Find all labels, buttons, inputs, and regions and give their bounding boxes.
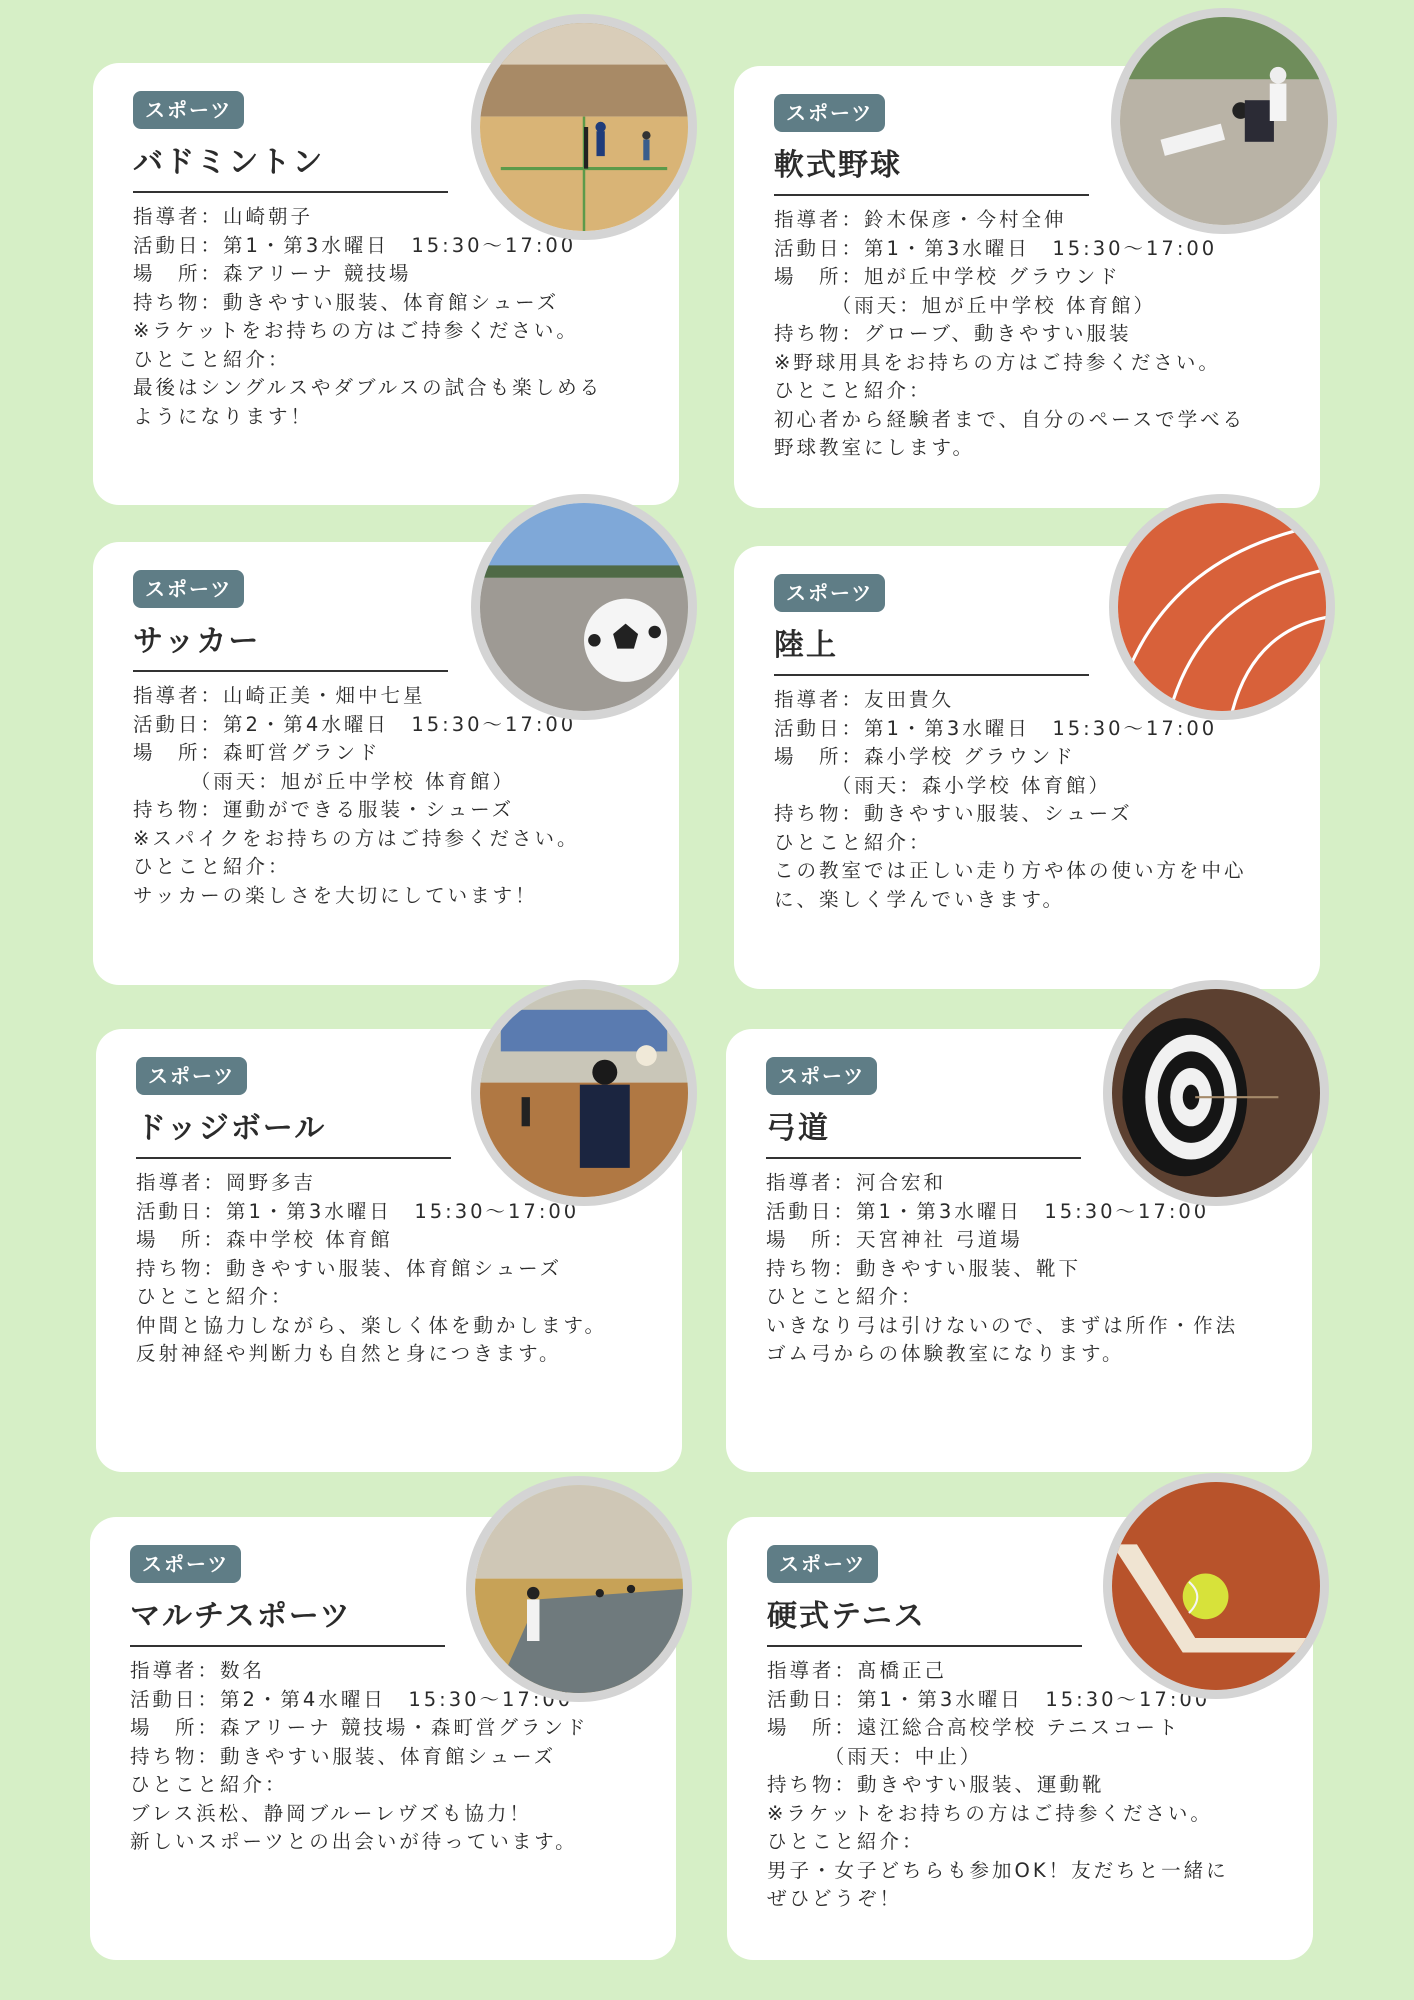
category-badge: スポーツ [774, 574, 885, 612]
badminton-gym-photo [471, 14, 697, 240]
intro-heading: ひとこと紹介： [774, 830, 932, 854]
intro-heading: ひとこと紹介： [767, 1830, 925, 1853]
card-title: 陸上 [774, 626, 1089, 676]
location: 場 所：天宮神社 弓道場 [766, 1228, 1023, 1251]
instructor: 指導者：友田貴久 [774, 688, 955, 711]
soccer-ball-photo [471, 494, 697, 720]
intro-text: ぜひどうぞ！ [767, 1887, 903, 1910]
intro-heading: ひとこと紹介： [133, 855, 291, 878]
location: 場 所：旭が丘中学校 グラウンド [774, 265, 1121, 288]
category-badge: スポーツ [766, 1057, 877, 1095]
intro-text: 新しいスポーツとの出会いが待っています。 [130, 1830, 578, 1853]
belongings: 持ち物：グローブ、動きやすい服装 [774, 322, 1132, 345]
intro-text: この教室では正しい走り方や体の使い方を中心 [774, 859, 1247, 882]
dodgeball-gym-photo [471, 980, 697, 1206]
intro-heading: ひとこと紹介： [766, 1285, 924, 1308]
belongings: 持ち物：動きやすい服装、体育館シューズ [136, 1256, 563, 1280]
intro-text: 仲間と協力しながら、楽しく体を動かします。 [136, 1313, 607, 1337]
intro-text: サッカーの楽しさを大切にしています！ [133, 883, 538, 907]
intro-text: 男子・女子どちらも参加OK！友だちと一緒に [767, 1858, 1229, 1882]
location: 場 所：森アリーナ 競技場 [133, 262, 412, 285]
category-badge: スポーツ [767, 1545, 878, 1583]
intro-text: に、楽しく学んでいきます。 [774, 887, 1065, 911]
activity-day: 活動日：第1・第3水曜日 15:30～17:00 [766, 1199, 1210, 1223]
card-title: サッカー [133, 622, 448, 672]
intro-text: いきなり弓は引けないので、まずは所作・作法 [766, 1313, 1239, 1337]
location: 場 所：遠江総合高校学校 テニスコート [767, 1716, 1181, 1739]
card-title: 軟式野球 [774, 146, 1089, 196]
running-track-photo [1109, 494, 1335, 720]
intro-text: ゴム弓からの体験教室になります。 [766, 1342, 1125, 1365]
belongings: 持ち物：動きやすい服装、運動靴 [767, 1773, 1105, 1796]
rain-location: （雨天：旭が丘中学校 体育館） [133, 769, 515, 793]
archery-target-photo [1103, 980, 1329, 1206]
belongings: 持ち物：運動ができる服装・シューズ [133, 798, 515, 821]
intro-text: 野球教室にします。 [774, 436, 975, 459]
instructor: 指導者：山崎正美・畑中七星 [133, 684, 426, 707]
instructor: 指導者：鈴木保彦・今村全伸 [774, 208, 1067, 231]
activity-day: 活動日：第1・第3水曜日 15:30～17:00 [767, 1687, 1211, 1711]
multisport-gym-photo [466, 1476, 692, 1702]
intro-heading: ひとこと紹介： [133, 347, 291, 371]
location: 場 所：森町営グランド [133, 741, 381, 764]
belongings: 持ち物：動きやすい服装、体育館シューズ [130, 1744, 557, 1768]
rain-location: （雨天：森小学校 体育館） [774, 773, 1111, 797]
note: ※ラケットをお持ちの方はご持参ください。 [767, 1801, 1213, 1825]
instructor: 指導者：山崎朝子 [133, 205, 314, 228]
intro-heading: ひとこと紹介： [774, 379, 932, 402]
category-badge: スポーツ [133, 91, 244, 129]
note: ※スパイクをお持ちの方はご持参ください。 [133, 826, 580, 850]
card-title: 弓道 [766, 1109, 1081, 1159]
belongings: 持ち物：動きやすい服装、靴下 [766, 1256, 1082, 1280]
activity-day: 活動日：第1・第3水曜日 15:30～17:00 [136, 1199, 580, 1223]
location: 場 所：森アリーナ 競技場・森町営グランド [130, 1716, 589, 1739]
activity-day: 活動日：第1・第3水曜日 15:30～17:00 [774, 716, 1218, 740]
intro-heading: ひとこと紹介： [130, 1773, 288, 1796]
activity-day: 活動日：第1・第3水曜日 15:30～17:00 [133, 233, 577, 257]
activity-day: 活動日：第1・第3水曜日 15:30～17:00 [774, 236, 1218, 260]
activity-day: 活動日：第2・第4水曜日 15:30～17:00 [130, 1687, 574, 1711]
baseball-slide-photo [1111, 8, 1337, 234]
card-title: バドミントン [133, 143, 448, 193]
card-title: 硬式テニス [767, 1597, 1082, 1647]
intro-text: ブレス浜松、静岡ブルーレヴズも協力！ [130, 1801, 532, 1825]
intro-heading: ひとこと紹介： [136, 1285, 294, 1308]
intro-text: 初心者から経験者まで、自分のペースで学べる [774, 407, 1246, 431]
belongings: 持ち物：動きやすい服装、シューズ [774, 802, 1133, 825]
note: ※野球用具をお持ちの方はご持参ください。 [774, 350, 1221, 374]
instructor: 指導者：岡野多吉 [136, 1171, 317, 1194]
instructor: 指導者：河合宏和 [766, 1171, 947, 1194]
instructor: 指導者：髙橋正己 [767, 1659, 948, 1682]
note: ※ラケットをお持ちの方はご持参ください。 [133, 319, 579, 342]
card-body [774, 206, 1280, 463]
intro-text: 最後はシングルスやダブルスの試合も楽しめる [133, 376, 603, 399]
card-body [774, 686, 1280, 914]
belongings: 持ち物：動きやすい服装、体育館シューズ [133, 290, 560, 314]
instructor: 指導者：数名 [130, 1659, 266, 1682]
rain-location: （雨天：旭が丘中学校 体育館） [774, 293, 1156, 317]
intro-text: ようになります！ [133, 404, 314, 428]
location: 場 所：森中学校 体育館 [136, 1228, 393, 1251]
category-badge: スポーツ [774, 94, 885, 132]
tennis-ball-photo [1103, 1473, 1329, 1699]
activity-day: 活動日：第2・第4水曜日 15:30～17:00 [133, 712, 577, 736]
location: 場 所：森小学校 グラウンド [774, 745, 1076, 768]
intro-text: 反射神経や判断力も自然と身につきます。 [136, 1342, 562, 1365]
rain-location: （雨天：中止） [767, 1744, 983, 1768]
category-badge: スポーツ [136, 1057, 247, 1095]
category-badge: スポーツ [133, 570, 244, 608]
card-title: ドッジボール [136, 1109, 451, 1159]
category-badge: スポーツ [130, 1545, 241, 1583]
card-title: マルチスポーツ [130, 1597, 445, 1647]
